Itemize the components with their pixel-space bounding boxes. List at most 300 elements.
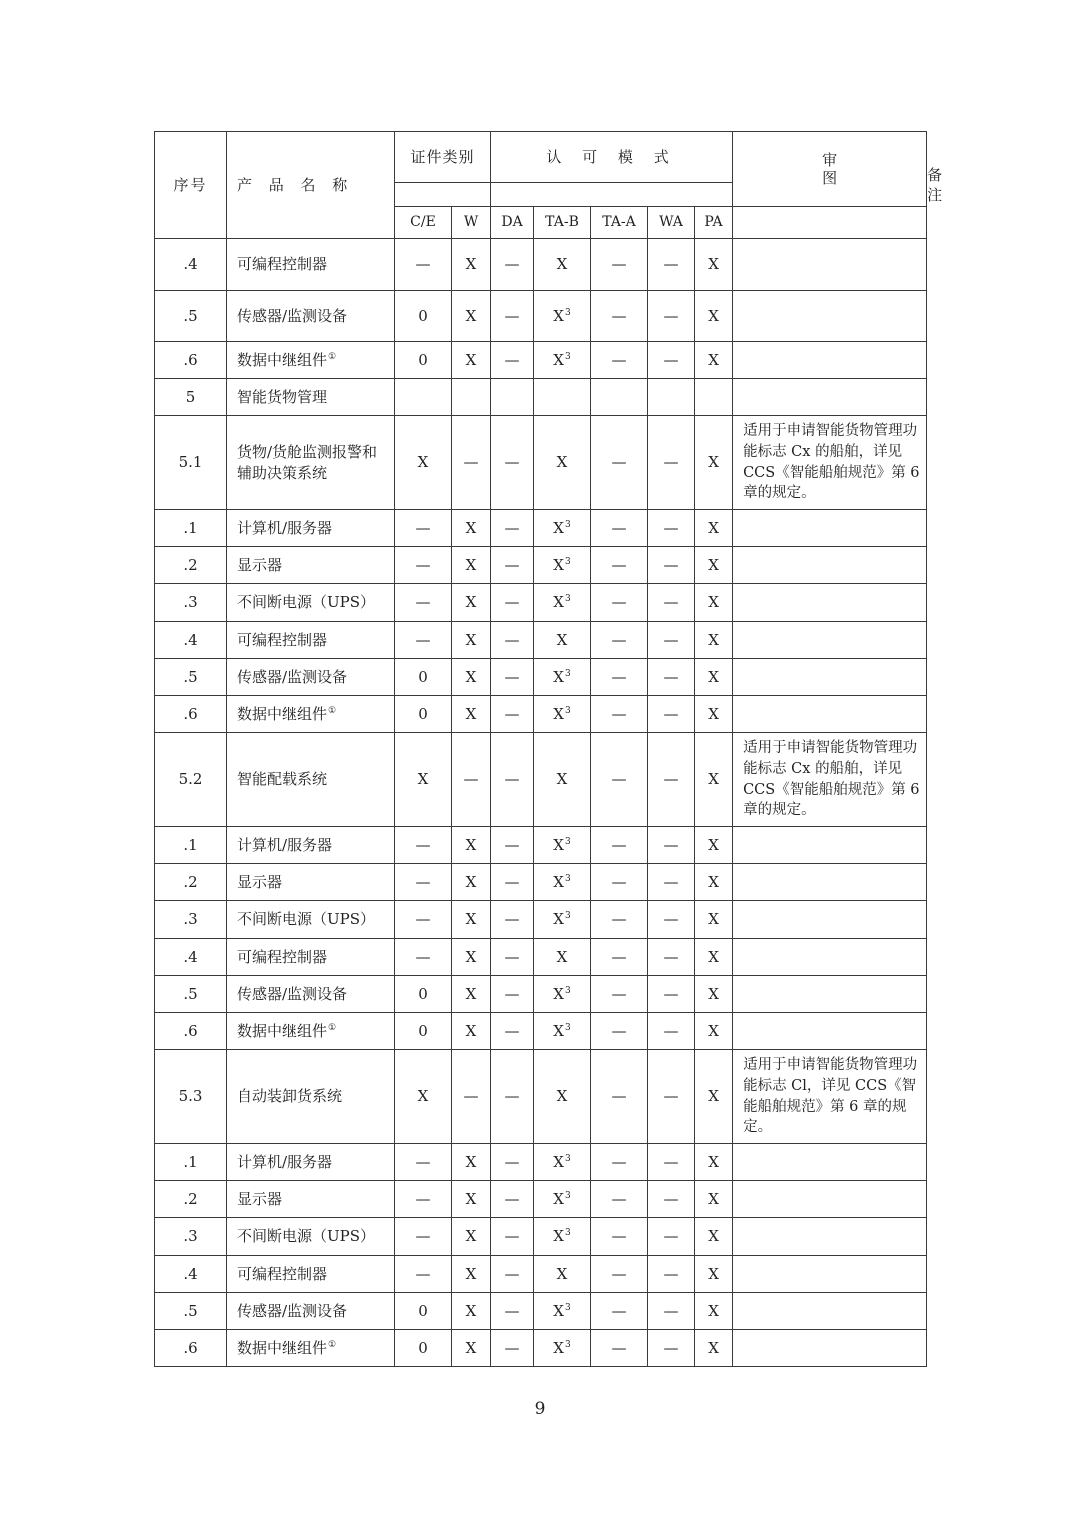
cell-ta-a: — — [591, 1256, 648, 1293]
row-name: 传感器/监测设备 — [227, 291, 395, 342]
cell-pa: X — [695, 1013, 733, 1050]
cell-pa: X — [695, 864, 733, 901]
cell-ce: — — [395, 584, 452, 622]
cell-ta-b-value: X — [556, 453, 568, 472]
cell-ta-a: — — [591, 416, 648, 510]
cell-pa: X — [695, 1144, 733, 1181]
cell-da: — — [491, 901, 534, 939]
row-name: 不间断电源（UPS） — [227, 1218, 395, 1256]
footnote-marker: 3 — [564, 1339, 571, 1350]
footnote-marker: 3 — [564, 594, 571, 605]
row-no: .4 — [155, 622, 227, 659]
cell-remarks — [733, 1218, 927, 1256]
cell-ta-a: — — [591, 1330, 648, 1367]
cell-w: X — [452, 827, 491, 864]
cell-remarks — [733, 1144, 927, 1181]
cell-pa: X — [695, 901, 733, 939]
cell-remarks — [733, 1256, 927, 1293]
header-code-ta-a: TA-A — [591, 207, 648, 239]
row-no: .6 — [155, 696, 227, 733]
cell-pa: X — [695, 1293, 733, 1330]
page-number: 9 — [534, 1399, 546, 1419]
cell-pa: X — [695, 291, 733, 342]
cell-remarks — [733, 622, 927, 659]
cell-wa: — — [648, 827, 695, 864]
row-no: .4 — [155, 939, 227, 976]
cell-wa: — — [648, 1256, 695, 1293]
cell-pa: X — [695, 416, 733, 510]
row-name: 不间断电源（UPS） — [227, 584, 395, 622]
row-no: .5 — [155, 976, 227, 1013]
cell-ta-b — [534, 901, 591, 939]
cell-w: X — [452, 901, 491, 939]
row-name: 计算机/服务器 — [227, 510, 395, 547]
cell-w: X — [452, 1144, 491, 1181]
table-row — [155, 1330, 927, 1367]
cell-w: X — [452, 291, 491, 342]
header-code-ta-b: TA-B — [534, 207, 591, 239]
cell-da: — — [491, 1218, 534, 1256]
cell-remarks: 适用于申请智能货物管理功能标志 Cx 的船舶，详见 CCS《智能船舶规范》第 6 章的规定。 — [733, 733, 927, 827]
table-row — [155, 510, 927, 547]
cell-pa: X — [695, 239, 733, 291]
cell-ce: — — [395, 864, 452, 901]
row-name-cell — [227, 342, 395, 379]
row-name: 可编程控制器 — [227, 939, 395, 976]
cell-ta-b — [534, 239, 591, 291]
cell-pa: X — [695, 510, 733, 547]
row-name: 可编程控制器 — [227, 239, 395, 291]
row-name: 可编程控制器 — [227, 622, 395, 659]
footnote-marker: ① — [328, 1022, 337, 1033]
footnote-marker: 3 — [564, 1302, 571, 1313]
row-no: .1 — [155, 827, 227, 864]
cell-w: X — [452, 342, 491, 379]
cell-ta-a: — — [591, 622, 648, 659]
row-no: 5.2 — [155, 733, 227, 827]
cell-ta-b-value: X — [556, 255, 568, 274]
cell-w: — — [452, 1050, 491, 1144]
cell-wa: — — [648, 1013, 695, 1050]
table-row — [155, 659, 927, 696]
cell-da: — — [491, 827, 534, 864]
footnote-marker: ① — [328, 1339, 337, 1350]
cell-remarks — [733, 976, 927, 1013]
cell-ce: 0 — [395, 976, 452, 1013]
cell-w: X — [452, 1181, 491, 1218]
row-no: .2 — [155, 547, 227, 584]
cell-da: — — [491, 1256, 534, 1293]
cell-ta-b-value: X — [556, 630, 568, 649]
cell-ta-b-value: X — [553, 1189, 564, 1208]
table-row — [155, 733, 927, 827]
table-row — [155, 547, 927, 584]
cell-ta-b-value: X — [553, 1227, 564, 1246]
header-cert-type: 证件类别 — [395, 132, 491, 183]
footnote-marker: 3 — [564, 985, 571, 996]
row-name: 数据中继组件 — [237, 350, 328, 369]
cell-ta-b — [534, 1013, 591, 1050]
table-row — [155, 239, 927, 291]
header-row-1: 序号 产 品 名 称 证件类别 认 可 模 式 审图 备 注 — [155, 132, 927, 183]
cell-remarks: 适用于申请智能货物管理功能标志 Cx 的船舶，详见 CCS《智能船舶规范》第 6 章的规定。 — [733, 416, 927, 510]
cell-wa: — — [648, 901, 695, 939]
cell-wa: — — [648, 1293, 695, 1330]
cell-ta-b-value: X — [556, 1264, 568, 1283]
header-approval-mode: 认 可 模 式 — [491, 132, 733, 183]
cell-pa: X — [695, 827, 733, 864]
row-no: .1 — [155, 510, 227, 547]
cell-ta-b-value: X — [553, 1338, 564, 1357]
cell-w: — — [452, 733, 491, 827]
cell-remarks — [733, 342, 927, 379]
cell-da: — — [491, 622, 534, 659]
cell-pa: X — [695, 733, 733, 827]
footnote-marker: 3 — [564, 836, 571, 847]
row-name: 传感器/监测设备 — [227, 976, 395, 1013]
cell-pa: X — [695, 342, 733, 379]
cell-w: X — [452, 622, 491, 659]
cell-pa: X — [695, 1181, 733, 1218]
cell-da: — — [491, 342, 534, 379]
cell-ta-b — [534, 584, 591, 622]
row-no: 5 — [155, 379, 227, 416]
row-no: .6 — [155, 1330, 227, 1367]
cell-remarks — [733, 864, 927, 901]
row-name: 计算机/服务器 — [227, 827, 395, 864]
cell-ce: — — [395, 1181, 452, 1218]
row-no: .5 — [155, 291, 227, 342]
cell-remarks: 适用于申请智能货物管理功能标志 Cl，详见 CCS《智能船舶规范》第 6 章的规定。 — [733, 1050, 927, 1144]
row-no: .6 — [155, 342, 227, 379]
row-no: .4 — [155, 239, 227, 291]
footnote-marker: 3 — [564, 1228, 571, 1239]
row-no: .4 — [155, 1256, 227, 1293]
cell-w: X — [452, 239, 491, 291]
cell-da: — — [491, 584, 534, 622]
table-row — [155, 291, 927, 342]
cell-ta-a: — — [591, 342, 648, 379]
cell-wa: — — [648, 1050, 695, 1144]
cell-pa: X — [695, 659, 733, 696]
cell-w: X — [452, 1013, 491, 1050]
cell-remarks — [733, 1013, 927, 1050]
table-row — [155, 584, 927, 622]
row-name: 数据中继组件 — [237, 704, 328, 723]
row-name: 显示器 — [227, 1181, 395, 1218]
header-mode-blank — [491, 183, 733, 207]
cell-w: X — [452, 547, 491, 584]
cell-ta-b-value: X — [553, 667, 564, 686]
table-row — [155, 1218, 927, 1256]
row-no: 5.3 — [155, 1050, 227, 1144]
row-name: 货物/货舱监测报警和辅助决策系统 — [227, 416, 395, 510]
footnote-marker: 3 — [564, 1190, 571, 1201]
table-row — [155, 901, 927, 939]
footnote-marker: 3 — [564, 1022, 571, 1033]
cell-da: — — [491, 1013, 534, 1050]
table-row — [155, 1293, 927, 1330]
row-name: 数据中继组件 — [237, 1021, 328, 1040]
cell-da: — — [491, 239, 534, 291]
cell-ce: — — [395, 547, 452, 584]
cell-pa: X — [695, 1256, 733, 1293]
cell-pa: X — [695, 1050, 733, 1144]
cell-ta-b-value: X — [553, 555, 564, 574]
cell-ta-a: — — [591, 584, 648, 622]
cell-remarks — [733, 584, 927, 622]
cell-pa: X — [695, 1330, 733, 1367]
cell-ce: — — [395, 1218, 452, 1256]
row-no: 5.1 — [155, 416, 227, 510]
cell-wa: — — [648, 510, 695, 547]
cell-ce: X — [395, 733, 452, 827]
cell-da: — — [491, 416, 534, 510]
cell-wa: — — [648, 416, 695, 510]
cell-ta-b-value: X — [553, 593, 564, 612]
cell-ce: — — [395, 1256, 452, 1293]
cell-remarks — [733, 1330, 927, 1367]
cell-w: X — [452, 939, 491, 976]
table-row — [155, 864, 927, 901]
footnote-marker: 3 — [564, 911, 571, 922]
row-no: .3 — [155, 1218, 227, 1256]
cell-ta-b — [534, 622, 591, 659]
row-no: .5 — [155, 1293, 227, 1330]
cell-ce: — — [395, 939, 452, 976]
cell-remarks — [733, 510, 927, 547]
cell-remarks — [733, 696, 927, 733]
table-row — [155, 342, 927, 379]
cell-ta-b-value: X — [553, 984, 564, 1003]
cell-remarks — [733, 901, 927, 939]
cell-w: X — [452, 659, 491, 696]
cell-wa: — — [648, 291, 695, 342]
cell-ta-b-value: X — [553, 704, 564, 723]
cell-wa: — — [648, 1181, 695, 1218]
row-no: .1 — [155, 1144, 227, 1181]
cell-ta-a: — — [591, 901, 648, 939]
cell-ta-a: — — [591, 291, 648, 342]
cell-da: — — [491, 976, 534, 1013]
header-code-wa: WA — [648, 207, 695, 239]
cell-ce: 0 — [395, 1013, 452, 1050]
row-name: 数据中继组件 — [237, 1338, 328, 1357]
cell-ta-b-value: X — [556, 1087, 568, 1106]
table-row — [155, 1144, 927, 1181]
cell-ta-a: — — [591, 1144, 648, 1181]
approval-table — [154, 131, 973, 1367]
cell-wa: — — [648, 547, 695, 584]
cell-wa: — — [648, 939, 695, 976]
cell-w: X — [452, 1256, 491, 1293]
cell-wa: — — [648, 976, 695, 1013]
table-row — [155, 1256, 927, 1293]
row-name: 传感器/监测设备 — [227, 659, 395, 696]
cell-ta-b-value: X — [556, 947, 568, 966]
table-row — [155, 1181, 927, 1218]
cell-wa: — — [648, 1330, 695, 1367]
cell-da: — — [491, 1330, 534, 1367]
cell-da: — — [491, 733, 534, 827]
cell-ce: — — [395, 1144, 452, 1181]
cell-da: — — [491, 1293, 534, 1330]
cell-ce: — — [395, 827, 452, 864]
cell-pa: X — [695, 622, 733, 659]
row-no: .5 — [155, 659, 227, 696]
header-code-pa: PA — [695, 207, 733, 239]
cell-ta-b — [534, 733, 591, 827]
row-no: .6 — [155, 1013, 227, 1050]
footnote-marker: ① — [328, 351, 337, 362]
cell-da: — — [491, 510, 534, 547]
cell-ta-b — [534, 827, 591, 864]
footnote-marker: 3 — [564, 873, 571, 884]
cell-ta-a: — — [591, 659, 648, 696]
cell-pa: X — [695, 584, 733, 622]
cell-ce: — — [395, 239, 452, 291]
table-row — [155, 416, 927, 510]
footnote-marker: 3 — [564, 668, 571, 679]
cell-wa: — — [648, 733, 695, 827]
cell-ta-a: — — [591, 547, 648, 584]
cell-wa: — — [648, 622, 695, 659]
cell-wa: — — [648, 584, 695, 622]
cell-wa: — — [648, 239, 695, 291]
header-seq: 序号 — [155, 132, 227, 239]
row-name: 不间断电源（UPS） — [227, 901, 395, 939]
cell-da: — — [491, 547, 534, 584]
cell-remarks — [733, 659, 927, 696]
cell-ta-a: — — [591, 939, 648, 976]
section-row — [155, 379, 927, 416]
table-row — [155, 1013, 927, 1050]
cell-w: X — [452, 1330, 491, 1367]
row-name: 可编程控制器 — [227, 1256, 395, 1293]
cell-ta-b — [534, 547, 591, 584]
cell-ce: — — [395, 622, 452, 659]
table-row — [155, 622, 927, 659]
cell-ta-a: — — [591, 510, 648, 547]
cell-pa: X — [695, 1218, 733, 1256]
cell-ta-a: — — [591, 696, 648, 733]
row-no: .2 — [155, 1181, 227, 1218]
cell-ta-a: — — [591, 1218, 648, 1256]
row-name: 显示器 — [227, 864, 395, 901]
cell-da: — — [491, 1050, 534, 1144]
cell-ta-b-value: X — [553, 1301, 564, 1320]
table-row — [155, 827, 927, 864]
cell-ce: 0 — [395, 696, 452, 733]
cell-wa: — — [648, 659, 695, 696]
row-name-cell — [227, 1013, 395, 1050]
cell-wa: — — [648, 342, 695, 379]
cell-ta-a: — — [591, 239, 648, 291]
header-review — [733, 132, 927, 207]
cell-wa: — — [648, 1144, 695, 1181]
cell-ta-a: — — [591, 1181, 648, 1218]
cell-da: — — [491, 939, 534, 976]
cell-w: X — [452, 696, 491, 733]
row-name: 计算机/服务器 — [227, 1144, 395, 1181]
cell-ce: 0 — [395, 659, 452, 696]
cell-wa: — — [648, 696, 695, 733]
cell-remarks — [733, 1293, 927, 1330]
cell-w: X — [452, 584, 491, 622]
cell-ce: X — [395, 416, 452, 510]
cell-w: X — [452, 1293, 491, 1330]
cell-ta-b-value: X — [553, 306, 564, 325]
row-no: .3 — [155, 901, 227, 939]
footnote-marker: 3 — [564, 307, 571, 318]
footnote-marker: 3 — [564, 1153, 571, 1164]
cell-ce: — — [395, 901, 452, 939]
cell-ta-a: — — [591, 1293, 648, 1330]
footnote-marker: ① — [328, 705, 337, 716]
header-code-w: W — [452, 207, 491, 239]
cell-ta-b — [534, 1144, 591, 1181]
row-name: 智能货物管理 — [227, 379, 395, 416]
cell-remarks — [733, 547, 927, 584]
cell-ta-a: — — [591, 976, 648, 1013]
cell-ce: — — [395, 510, 452, 547]
row-name: 显示器 — [227, 547, 395, 584]
table-row — [155, 696, 927, 733]
footnote-marker: 3 — [564, 351, 571, 362]
cell-remarks — [733, 239, 927, 291]
cell-ce: X — [395, 1050, 452, 1144]
cell-ce: 0 — [395, 342, 452, 379]
cell-ta-b — [534, 1330, 591, 1367]
cell-ce: 0 — [395, 291, 452, 342]
cell-ta-b — [534, 939, 591, 976]
cell-ta-b — [534, 1050, 591, 1144]
header-cert-blank — [395, 183, 491, 207]
cell-pa: X — [695, 976, 733, 1013]
cell-ta-b — [534, 696, 591, 733]
cell-ta-b — [534, 1293, 591, 1330]
cell-ta-b — [534, 1181, 591, 1218]
cell-ta-a: — — [591, 733, 648, 827]
header-product-name: 产 品 名 称 — [227, 132, 395, 239]
cell-da: — — [491, 291, 534, 342]
header-review-text: 审图 — [822, 151, 838, 187]
cell-ta-b-value: X — [553, 872, 564, 891]
cell-w: X — [452, 510, 491, 547]
cell-pa: X — [695, 939, 733, 976]
cell-wa: — — [648, 1218, 695, 1256]
cell-ta-a: — — [591, 1050, 648, 1144]
cell-ta-b — [534, 659, 591, 696]
header-code-da: DA — [491, 207, 534, 239]
cell-w: X — [452, 864, 491, 901]
cell-ta-b-value: X — [556, 770, 568, 789]
row-no: .2 — [155, 864, 227, 901]
row-name: 智能配载系统 — [227, 733, 395, 827]
header-code-ce: C/E — [395, 207, 452, 239]
cell-wa: — — [648, 864, 695, 901]
footnote-marker: 3 — [564, 705, 571, 716]
cell-remarks — [733, 1181, 927, 1218]
cell-ta-b — [534, 416, 591, 510]
cell-da: — — [491, 1144, 534, 1181]
cell-da: — — [491, 864, 534, 901]
row-name-cell — [227, 696, 395, 733]
row-name: 传感器/监测设备 — [227, 1293, 395, 1330]
cell-ce: 0 — [395, 1330, 452, 1367]
cell-ta-a: — — [591, 827, 648, 864]
cell-ta-b — [534, 864, 591, 901]
